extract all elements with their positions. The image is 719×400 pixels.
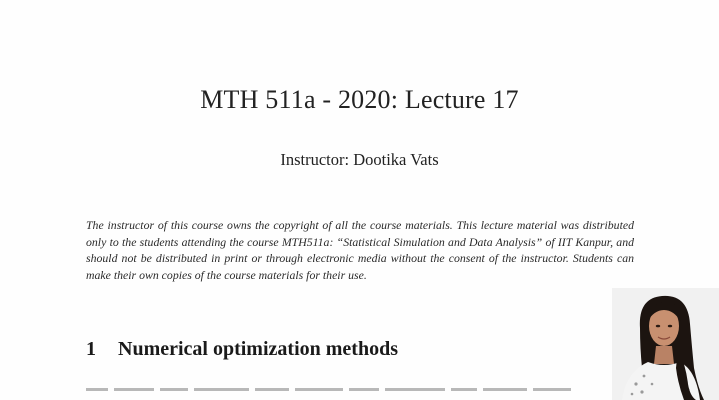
- section-number: 1: [86, 338, 96, 360]
- page-title: MTH 511a - 2020: Lecture 17: [200, 85, 519, 114]
- presenter-video-icon: [612, 288, 719, 400]
- copyright-notice: The instructor of this course owns the copyright of all the course materials. This lecture material was distributed only to the students attending the course MTH511a: “Statistical Simulation and Data Analysis” of IIT Kanpur, and should not be distributed in print or through electronic media without the consent of the instructor. Students can make their own copies of the course materials for their use.: [86, 218, 634, 282]
- cropped-text-line: [86, 388, 634, 396]
- presenter-webcam: [612, 288, 719, 400]
- section-title: Numerical optimization methods: [118, 338, 398, 360]
- instructor-line: Instructor: Dootika Vats: [280, 150, 439, 169]
- section-heading: [86, 338, 398, 361]
